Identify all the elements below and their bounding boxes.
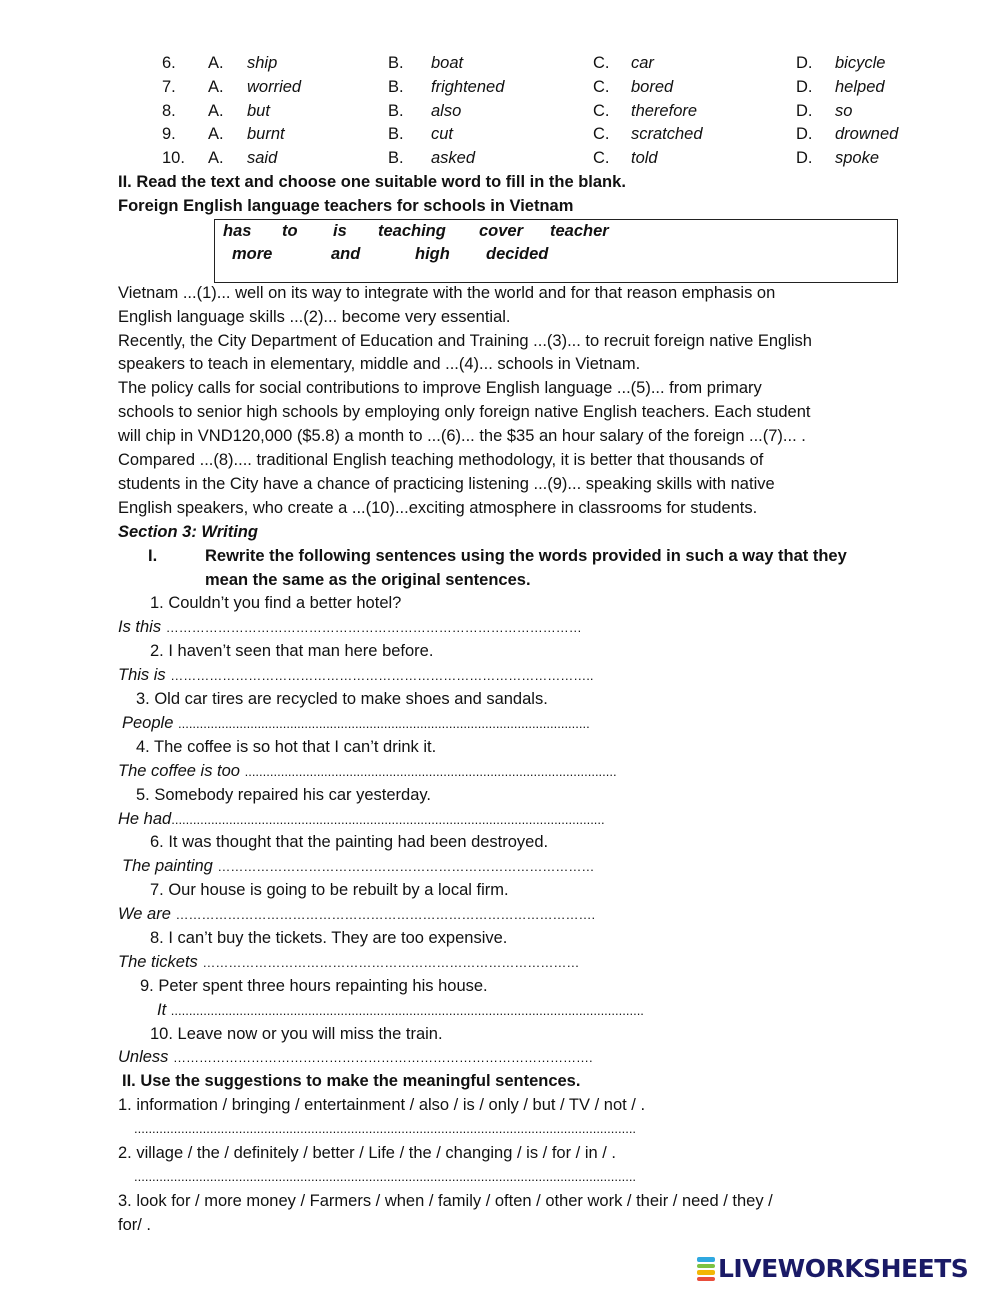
rewrite-sentence: 2. I haven’t seen that man here before.: [150, 642, 434, 660]
option-word: so: [835, 102, 853, 120]
section-title: Section 3: Writing: [118, 523, 258, 541]
option-word: frightened: [431, 78, 505, 96]
option-letter: A.: [208, 54, 224, 72]
answer-blank[interactable]: ……………………………………………………………………………………: [165, 620, 582, 635]
mc-number: 9.: [162, 125, 176, 143]
passage-line: Compared ...(8).... traditional English teaching methodology, it is better that thousands of: [118, 451, 764, 469]
answer-prompt: He had: [118, 810, 172, 828]
answer-line: [122, 712, 590, 735]
passage-line: speakers to teach in elementary, middle and ...(4)... schools in Vietnam.: [118, 355, 641, 373]
suggestion-answer-blank[interactable]: ...........................................................................................................................................: [134, 1121, 637, 1136]
mc-row-10: [0, 147, 1000, 170]
answer-blank[interactable]: ……………………………………………………………………………………..: [170, 668, 594, 683]
option-letter: D.: [796, 102, 813, 120]
answer-blank[interactable]: ……………………………………………………………………………: [202, 955, 580, 970]
word-box-item: is: [333, 222, 347, 240]
answer-blank[interactable]: .......................................................................................................: [244, 764, 617, 779]
logo-mark-bar: [697, 1270, 715, 1275]
part1-instruction: mean the same as the original sentences.: [205, 571, 531, 589]
option-word: car: [631, 54, 654, 72]
option-word: burnt: [247, 125, 285, 143]
rewrite-sentence: 1. Couldn’t you find a better hotel?: [150, 594, 402, 612]
word-box-item: high: [415, 245, 450, 263]
rewrite-sentence: 3. Old car tires are recycled to make shoes and sandals.: [136, 690, 548, 708]
reading-heading: II. Read the text and choose one suitable word to fill in the blank.: [118, 173, 626, 191]
word-box-item: cover: [479, 222, 524, 240]
word-box-item: to: [282, 222, 298, 240]
word-box-item: more: [232, 245, 273, 263]
rewrite-sentence: 7. Our house is going to be rebuilt by a local firm.: [150, 881, 509, 899]
suggestion-line: 1. information / bringing / entertainment / also / is / only / but / TV / not / .: [118, 1096, 646, 1114]
answer-blank[interactable]: ........................................................................................................................: [171, 812, 605, 827]
option-letter: D.: [796, 54, 813, 72]
rewrite-sentence: 9. Peter spent three hours repainting his house.: [140, 977, 488, 995]
answer-line: [157, 999, 644, 1022]
answer-line: [122, 855, 594, 878]
answer-blank[interactable]: …………………………………………………………………………………….: [175, 907, 596, 922]
option-letter: C.: [593, 54, 610, 72]
option-letter: D.: [796, 78, 813, 96]
option-letter: A.: [208, 78, 224, 96]
answer-prompt: We are: [118, 905, 171, 923]
mc-number: 7.: [162, 78, 176, 96]
rewrite-sentence: 5. Somebody repaired his car yesterday.: [136, 786, 432, 804]
option-word: cut: [431, 125, 454, 143]
answer-prompt: Unless: [118, 1048, 169, 1066]
logo-mark-bar: [697, 1277, 715, 1282]
logo-mark-bar: [697, 1264, 715, 1269]
option-letter: C.: [593, 125, 610, 143]
option-letter: B.: [388, 78, 404, 96]
answer-line: [118, 951, 579, 974]
suggestion-answer-blank[interactable]: ...........................................................................................................................................: [134, 1169, 637, 1184]
answer-prompt: The painting: [122, 857, 213, 875]
rewrite-sentence: 8. I can’t buy the tickets. They are too expensive.: [150, 929, 508, 947]
word-box-item: teacher: [550, 222, 609, 240]
option-word: helped: [835, 78, 885, 96]
part1-number: I.: [148, 547, 158, 565]
option-word: also: [431, 102, 462, 120]
option-letter: B.: [388, 102, 404, 120]
answer-line: [118, 616, 582, 639]
passage-line: Vietnam ...(1)... well on its way to integrate with the world and for that reason emphasis on: [118, 284, 776, 302]
option-letter: D.: [796, 149, 813, 167]
passage-line: schools to senior high schools by employing only foreign native English teachers. Each student: [118, 403, 811, 421]
mc-number: 8.: [162, 102, 176, 120]
passage-line: will chip in VND120,000 ($5.8) a month to ...(6)... the $35 an hour salary of the foreign ...(7)... .: [118, 427, 806, 445]
mc-row-9: [0, 123, 1000, 146]
word-box-item: teaching: [378, 222, 446, 240]
part2-heading: II. Use the suggestions to make the meaningful sentences.: [122, 1072, 581, 1090]
option-letter: C.: [593, 149, 610, 167]
answer-line: [118, 808, 605, 831]
option-letter: A.: [208, 102, 224, 120]
option-word: told: [631, 149, 658, 167]
word-box-item: has: [223, 222, 252, 240]
part1-instruction: Rewrite the following sentences using the words provided in such a way that they: [205, 547, 847, 565]
option-word: asked: [431, 149, 476, 167]
passage-line: The policy calls for social contributions to improve English language ...(5)... from primary: [118, 379, 762, 397]
suggestion-line: for/ .: [118, 1216, 152, 1234]
option-letter: A.: [208, 149, 224, 167]
answer-prompt: Is this: [118, 618, 162, 636]
answer-blank[interactable]: …………………………………………………………………………………….: [173, 1050, 593, 1065]
option-word: worried: [247, 78, 302, 96]
option-word: said: [247, 149, 278, 167]
rewrite-sentence: 10. Leave now or you will miss the train.: [150, 1025, 443, 1043]
answer-prompt: People: [122, 714, 174, 732]
suggestion-line: 3. look for / more money / Farmers / when / family / often / other work / their / need / they /: [118, 1192, 773, 1210]
logo-text: LIVEWORKSHEETS: [718, 1254, 969, 1283]
option-word: spoke: [835, 149, 880, 167]
option-letter: B.: [388, 54, 404, 72]
option-word: ship: [247, 54, 278, 72]
passage-line: English speakers, who create a ...(10)...exciting atmosphere in classrooms for students.: [118, 499, 758, 517]
passage-line: Recently, the City Department of Education and Training ...(3)... to recruit foreign native English: [118, 332, 812, 350]
option-letter: D.: [796, 125, 813, 143]
passage-line: English language skills ...(2)... become very essential.: [118, 308, 511, 326]
suggestion-line: 2. village / the / definitely / better / Life / the / changing / is / for / in / .: [118, 1144, 617, 1162]
mc-row-6: [0, 52, 1000, 75]
answer-prompt: It: [157, 1001, 167, 1019]
answer-blank[interactable]: ...................................................................................................................................: [170, 1003, 644, 1018]
option-word: therefore: [631, 102, 698, 120]
mc-number: 10.: [162, 149, 185, 167]
option-letter: A.: [208, 125, 224, 143]
option-word: but: [247, 102, 270, 120]
answer-prompt: The coffee is too: [118, 762, 240, 780]
liveworksheets-logo[interactable]: [697, 1255, 968, 1283]
mc-row-7: [0, 76, 1000, 99]
answer-prompt: The tickets: [118, 953, 198, 971]
option-letter: C.: [593, 102, 610, 120]
word-box-item: and: [331, 245, 361, 263]
mc-number: 6.: [162, 54, 176, 72]
answer-line: [118, 1046, 593, 1069]
rewrite-sentence: 4. The coffee is so hot that I can’t drink it.: [136, 738, 437, 756]
passage-line: students in the City have a chance of practicing listening ...(9)... speaking skills with native: [118, 475, 775, 493]
option-word: boat: [431, 54, 464, 72]
logo-mark-icon: [697, 1256, 715, 1282]
option-letter: B.: [388, 125, 404, 143]
word-box-item: decided: [486, 245, 549, 263]
option-word: bored: [631, 78, 674, 96]
option-letter: B.: [388, 149, 404, 167]
option-word: scratched: [631, 125, 703, 143]
reading-title: Foreign English language teachers for schools in Vietnam: [118, 197, 574, 215]
rewrite-sentence: 6. It was thought that the painting had been destroyed.: [150, 833, 549, 851]
logo-mark-bar: [697, 1257, 715, 1262]
answer-line: [118, 760, 617, 783]
word-box: [214, 219, 898, 283]
answer-blank[interactable]: ……………………………………………………………………………: [217, 859, 595, 874]
mc-row-8: [0, 100, 1000, 123]
answer-line: [118, 903, 595, 926]
option-letter: C.: [593, 78, 610, 96]
option-word: bicycle: [835, 54, 886, 72]
answer-blank[interactable]: ..................................................................................................................: [177, 716, 590, 731]
answer-prompt: This is: [118, 666, 166, 684]
answer-line: [118, 664, 594, 687]
option-word: drowned: [835, 125, 899, 143]
